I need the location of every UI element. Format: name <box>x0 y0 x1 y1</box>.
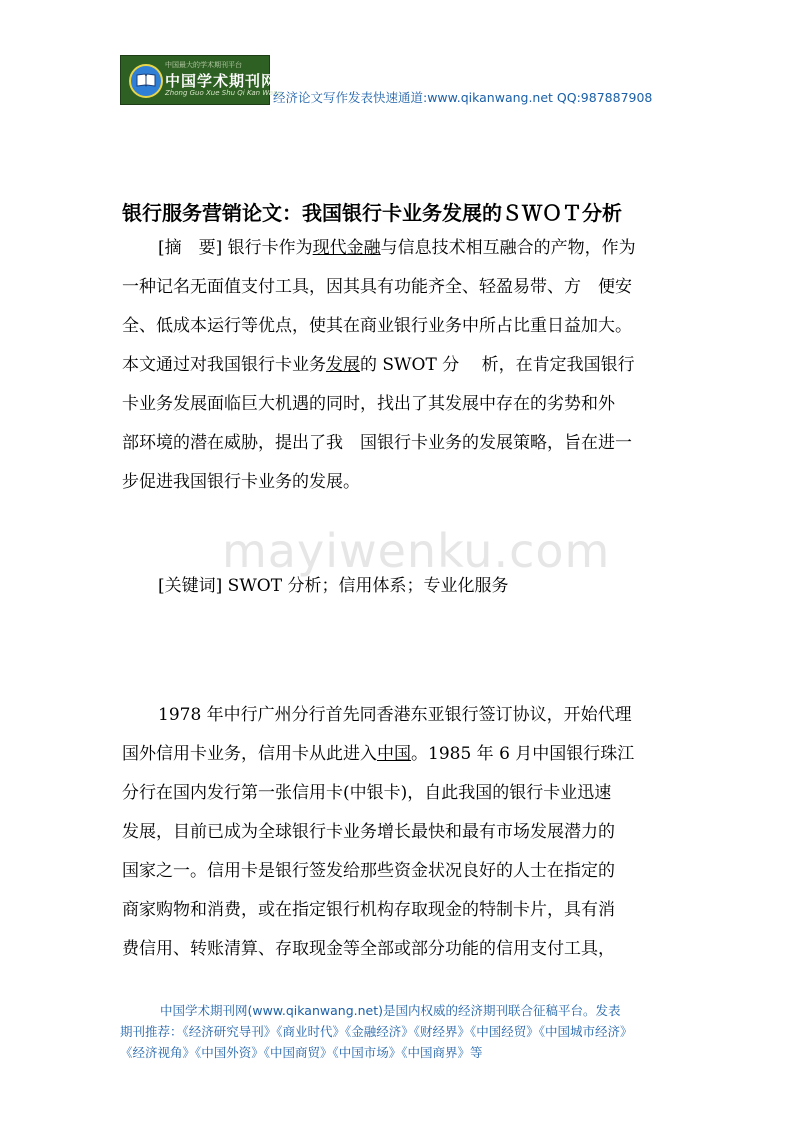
body-line: 国家之一。信用卡是银行签发给那些资金状况良好的人士在指定的 <box>122 861 615 881</box>
document-title: 银行服务营销论文：我国银行卡业务发展的ＳＷＯＴ分析 <box>122 201 622 225</box>
body-text: 。1985 年 6 月中国银行珠江 <box>411 744 635 764</box>
book-icon <box>129 64 163 98</box>
abstract-paragraph <box>122 229 682 502</box>
page-footer <box>120 1000 690 1063</box>
modern-finance-link[interactable]: 现代金融 <box>312 238 381 258</box>
abstract-line: 卡业务发展面临巨大机遇的同时，找出了其发展中存在的劣势和外 <box>122 394 615 414</box>
body-line: 分行在国内发行第一张信用卡(中银卡)，自此我国的银行卡业迅速 <box>122 783 612 803</box>
abstract-text: 本文通过对我国银行卡业务 <box>122 355 326 375</box>
body-line: 1978 年中行广州分行首先同香港东亚银行签订协议，开始代理 <box>158 705 632 725</box>
body-line: 费信用、转账清算、存取现金等全部或部分功能的信用支付工具， <box>122 939 615 959</box>
abstract-text: 的 SWOT 分 析，在肯定我国银行 <box>360 355 635 375</box>
abstract-text: 与信息技术相互融合的产物，作为 <box>380 238 636 258</box>
watermark: mayiwenku.com <box>222 524 611 578</box>
body-line: 发展，目前已成为全球银行卡业务增长最快和最有市场发展潜力的 <box>122 822 615 842</box>
keywords: [关键词] SWOT 分析；信用体系；专业化服务 <box>158 576 509 596</box>
footer-line[interactable]: 《经济视角》《中国外资》《中国商贸》《中国市场》《中国商界》等 <box>120 1045 483 1060</box>
abstract-line: 部环境的潜在威胁，提出了我 国银行卡业务的发展策略，旨在进一 <box>122 433 632 453</box>
site-logo[interactable] <box>120 55 282 105</box>
abstract-label: [摘 要] <box>158 238 223 258</box>
header-link[interactable]: 经济论文写作发表快速通道:www.qikanwang.net QQ:987887908 <box>273 90 653 105</box>
abstract-text: 银行卡作为 <box>227 238 313 258</box>
logo-tagline: 中国最大的学术期刊平台 <box>165 61 242 69</box>
body-text: 国外信用卡业务，信用卡从此进入 <box>122 744 377 764</box>
footer-line[interactable]: 期刊推荐：《经济研究导刊》《商业时代》《金融经济》《财经界》《中国经贸》《中国城市经济》 <box>120 1024 633 1039</box>
china-link[interactable]: 中国 <box>377 744 411 764</box>
abstract-line: 全、低成本运行等优点，使其在商业银行业务中所占比重日益加大。 <box>122 316 632 336</box>
footer-line[interactable]: 中国学术期刊网(www.qikanwang.net)是国内权威的经济期刊联合征稿平台。发表 <box>160 1003 621 1018</box>
logo-name: 中国学术期刊网 <box>165 72 278 90</box>
page-header <box>120 55 680 105</box>
abstract-line: 一种记名无面值支付工具，因其具有功能齐全、轻盈易带、方 便安 <box>122 277 632 297</box>
body-line: 商家购物和消费，或在指定银行机构存取现金的特制卡片，具有消 <box>122 900 615 920</box>
development-link[interactable]: 发展 <box>326 355 360 375</box>
body-paragraph <box>122 696 682 969</box>
logo-pinyin: Zhong Guo Xue Shu Qi Kan Wang <box>165 89 282 97</box>
abstract-line: 步促进我国银行卡业务的发展。 <box>122 472 360 492</box>
